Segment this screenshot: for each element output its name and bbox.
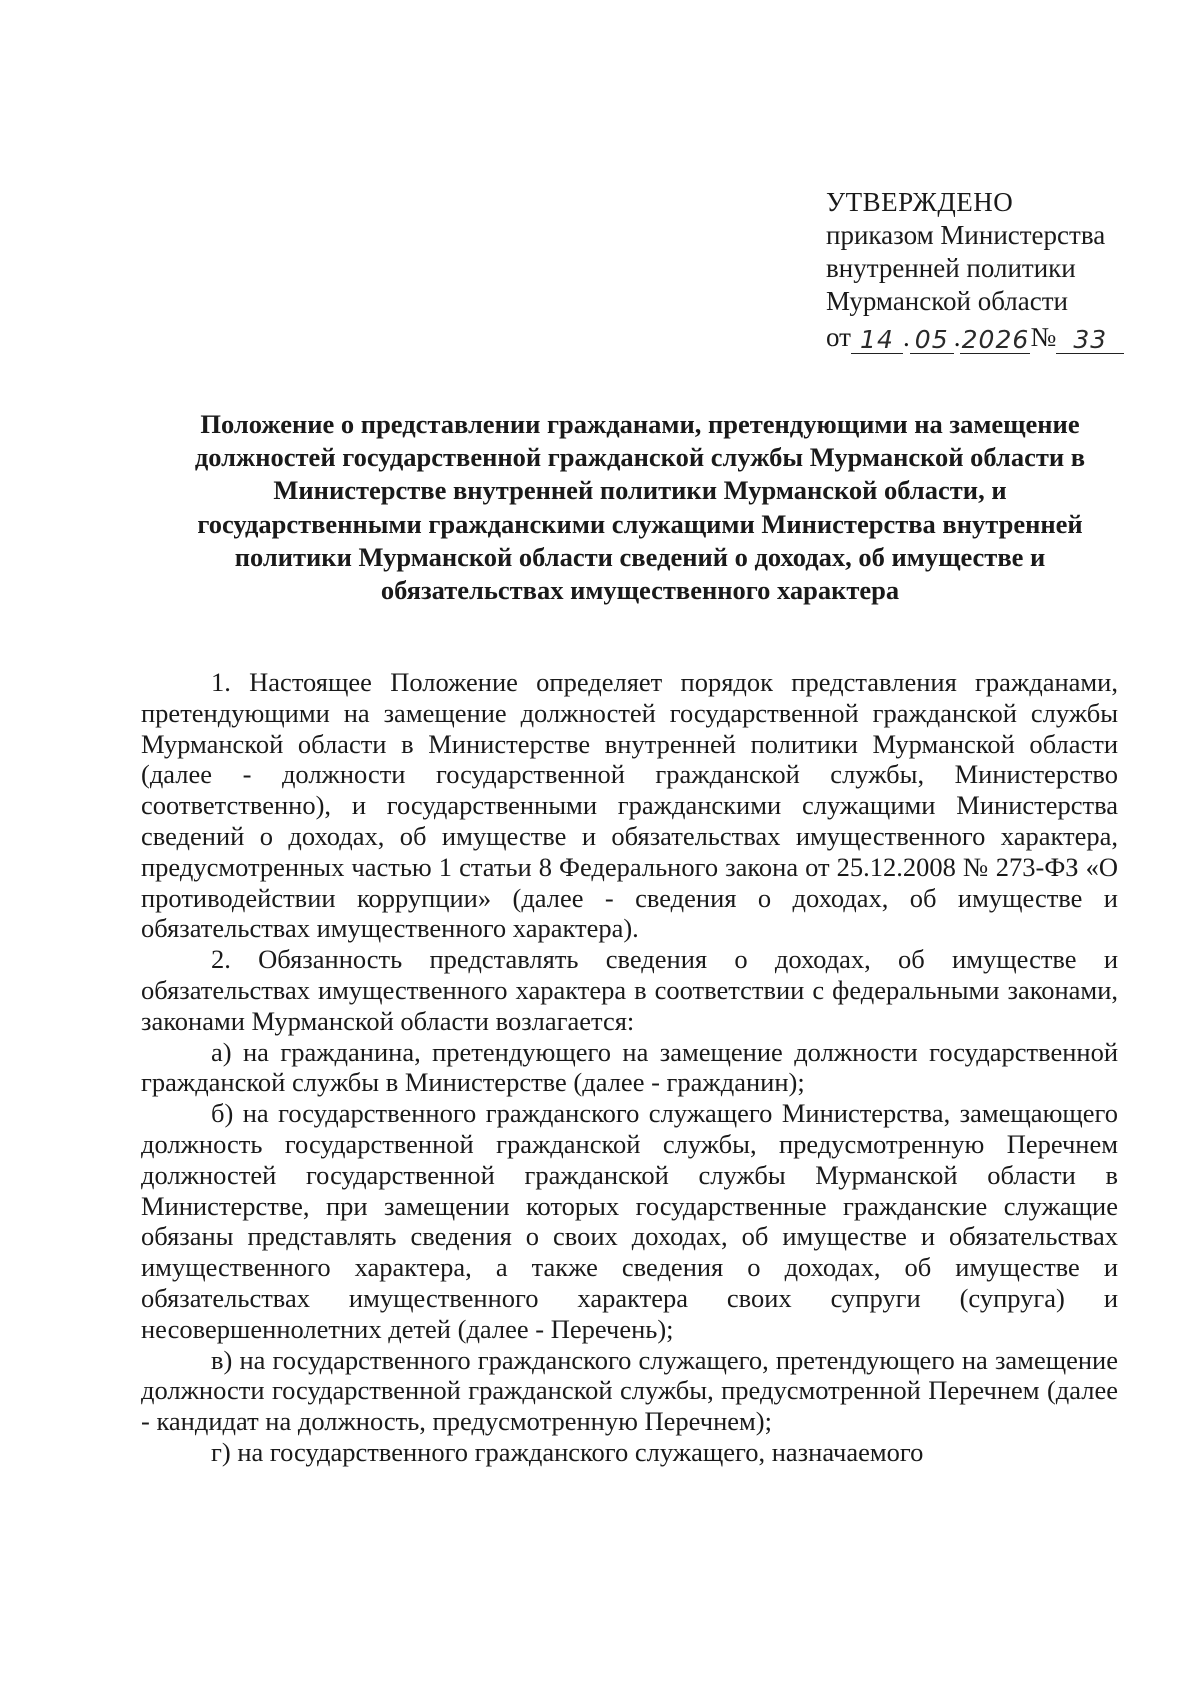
approval-heading: УТВЕРЖДЕНО: [826, 187, 1014, 217]
date-month-field: [910, 323, 954, 354]
paragraph-2b: б) на государственного гражданского служащего Министерства, замещающего должность государственной гражданской службы, предусмотренную Перечнем должностей государственной гражданской службы Мурманской области в Министерстве, при замещении которых государственные гражданские служащие обязаны представлять сведения о своих доходах, об имуществе и обязательствах имущественного характера, а также сведения о доходах, об имуществе и обязательствах имущественного характера своих супруги (супруга) и несовершеннолетних детей (далее - Перечень);: [141, 1098, 1118, 1344]
date-day: 14: [860, 325, 894, 354]
date-day-field: [851, 323, 903, 354]
approval-line-3: Мурманской области: [826, 286, 1068, 316]
document-title: Положение о представлении гражданами, претендующими на замещение должностей государственной гражданской службы Мурманской области в Министерстве внутренней политики Мурманской области, и государственными гражданскими служащими Министерства внутренней политики Мурманской области сведений о доходах, об имуществе и обязательствах имущественного характера: [194, 409, 1086, 606]
date-year-field: [960, 323, 1030, 354]
date-month: 05: [914, 325, 949, 354]
document-body: [141, 667, 1118, 1468]
paragraph-2: 2. Обязанность представлять сведения о доходах, об имуществе и обязательствах имущественного характера в соответствии с федеральными законами, законами Мурманской области возлагается:: [141, 944, 1118, 1036]
approval-date-line: от 14 . 05 . 2026 № 33: [826, 318, 1124, 354]
paragraph-1: 1. Настоящее Положение определяет порядок представления гражданами, претендующими на замещение должностей государственной гражданской службы Мурманской области в Министерстве внутренней политики Мурманской области (далее - должности государственной гражданской службы, Министерство соответственно), и государственными гражданскими служащими Министерства сведений о доходах, об имуществе и обязательствах имущественного характера, предусмотренных частью 1 статьи 8 Федерального закона от 25.12.2008 № 273-ФЗ «О противодействии коррупции» (далее - сведения о доходах, об имуществе и обязательствах имущественного характера).: [141, 667, 1118, 944]
approval-block: [826, 186, 1124, 354]
order-number-field: [1056, 323, 1124, 354]
date-year: 2026: [961, 325, 1030, 354]
approval-line-1: приказом Министерства: [826, 220, 1106, 250]
paragraph-2c: в) на государственного гражданского служащего, претендующего на замещение должности государственной гражданской службы, предусмотренной Перечнем (далее - кандидат на должность, предусмотренную Перечнем);: [141, 1344, 1118, 1437]
approval-line-2: внутренней политики: [826, 253, 1076, 283]
paragraph-2a: а) на гражданина, претендующего на замещение должности государственной гражданской службы в Министерстве (далее - гражданин);: [141, 1036, 1118, 1098]
date-prefix: от: [826, 322, 851, 352]
order-number: 33: [1073, 325, 1108, 354]
paragraph-2d: г) на государственного гражданского служащего, назначаемого: [211, 1436, 924, 1467]
number-sign: №: [1030, 322, 1057, 352]
